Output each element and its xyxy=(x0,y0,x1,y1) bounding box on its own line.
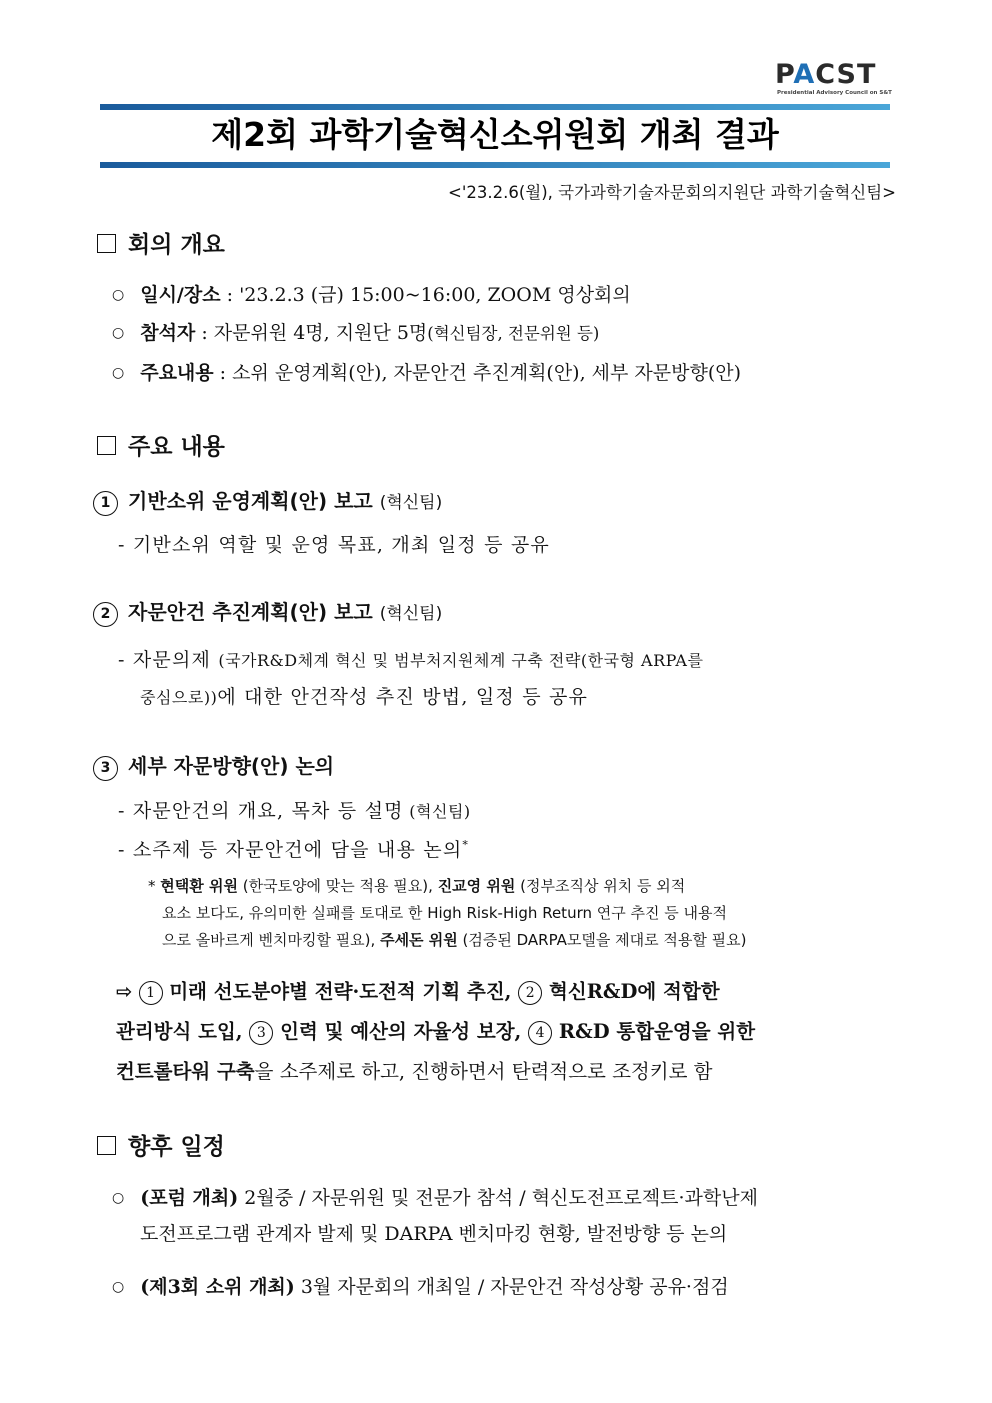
circled-number-icon: 2 xyxy=(93,602,118,627)
section-heading-schedule: 향후 일정 xyxy=(97,1128,225,1161)
subsection-1-line: - 기반소위 역할 및 운영 목표, 개최 일정 등 공유 xyxy=(118,534,550,556)
conclusion-line-2: 관리방식 도입, 3 인력 및 예산의 자율성 보장, 4 R&D 통합운영을 위한 xyxy=(116,1020,756,1043)
circled-number-icon: 1 xyxy=(139,981,163,1005)
section-heading-main-content: 주요 내용 xyxy=(97,428,225,461)
circled-number-icon: 1 xyxy=(93,491,118,516)
note-line-2: 요소 보다도, 유의미한 실패를 토대로 한 High Risk-High Return 연구 추진 등 내용적 xyxy=(162,904,727,922)
list-item-attendees: ○ 참석자 : 자문위원 4명, 지원단 5명(혁신팀장, 전문위원 등) xyxy=(112,322,600,344)
schedule-item-third-meeting: ○ (제3회 소위 개최) 3월 자문회의 개최일 / 자문안건 작성상황 공유·점검 xyxy=(112,1276,729,1298)
subsection-1-heading: 1 기반소위 운영계획(안) 보고 (혁신팀) xyxy=(93,485,442,516)
circled-number-icon: 3 xyxy=(249,1021,273,1045)
circled-number-icon: 2 xyxy=(518,981,542,1005)
note-line-3: 으로 올바르게 벤치마킹할 필요), 주세돈 위원 (검증된 DARPA모델을 제대로 적용할 필요) xyxy=(162,931,747,949)
circled-number-icon: 4 xyxy=(528,1021,552,1045)
subsection-3-line-2: - 소주제 등 자문안건에 담을 내용 논의* xyxy=(118,838,470,861)
subsection-2-line-1: - 자문의제 (국가R&D체계 혁신 및 범부처지원체계 구축 전략(한국형 ARPA를 xyxy=(118,649,704,671)
circle-bullet-icon: ○ xyxy=(112,1279,125,1295)
logo-subtitle: Presidential Advisory Council on S&T xyxy=(777,90,892,96)
header-top-bar xyxy=(100,104,890,110)
header-bottom-bar xyxy=(100,162,890,168)
checkbox-square-icon xyxy=(97,436,116,455)
conclusion-line-1: ⇨ 1 미래 선도분야별 전략·도전적 기획 추진, 2 혁신R&D에 적합한 xyxy=(116,980,720,1003)
conclusion-line-3: 컨트롤타워 구축을 소주제로 하고, 진행하면서 탄력적으로 조정키로 함 xyxy=(116,1060,713,1083)
circled-number-icon: 3 xyxy=(93,756,118,781)
circle-bullet-icon: ○ xyxy=(112,365,125,381)
subsection-2-heading: 2 자문안건 추진계획(안) 보고 (혁신팀) xyxy=(93,596,442,627)
subsection-2-line-2: 중심으로))에 대한 안건작성 추진 방법, 일정 등 공유 xyxy=(140,686,589,708)
circle-bullet-icon: ○ xyxy=(112,325,125,341)
advisor-comments-note xyxy=(148,873,898,954)
checkbox-square-icon xyxy=(97,234,116,253)
conclusion-block xyxy=(116,972,755,1092)
pacst-logo xyxy=(775,60,895,100)
schedule-item-forum-line-2: 도전프로그램 관계자 발제 및 DARPA 벤치마킹 현황, 발전방향 등 논의 xyxy=(140,1223,728,1245)
note-line-1: * 현택환 위원 (한국토양에 맞는 적용 필요), 진교영 위원 (정부조직상 위치 등 외적 xyxy=(148,877,686,895)
list-item-agenda: ○ 주요내용 : 소위 운영계획(안), 자문안건 추진계획(안), 세부 자문방향(안) xyxy=(112,362,742,384)
section-heading-overview: 회의 개요 xyxy=(97,226,225,259)
page-subtitle: <'23.2.6(월), 국가과학기술자문회의지원단 과학기술혁신팀> xyxy=(448,183,896,202)
circle-bullet-icon: ○ xyxy=(112,287,125,303)
arrow-right-icon: ⇨ xyxy=(116,980,133,1003)
schedule-item-forum: ○ (포럼 개최) 2월중 / 자문위원 및 전문가 참석 / 혁신도전프로젝트·과학난제 xyxy=(112,1187,758,1209)
list-item-datetime: ○ 일시/장소 : '23.2.3 (금) 15:00~16:00, ZOOM 영상회의 xyxy=(112,284,631,306)
checkbox-square-icon xyxy=(97,1136,116,1155)
subsection-3-line-1: - 자문안건의 개요, 목차 등 설명 (혁신팀) xyxy=(118,800,471,822)
logo-wordmark: PACST xyxy=(775,59,877,90)
page-title: 제2회 과학기술혁신소위원회 개최 결과 xyxy=(211,115,779,154)
circle-bullet-icon: ○ xyxy=(112,1190,125,1206)
subsection-3-heading: 3 세부 자문방향(안) 논의 xyxy=(93,750,334,781)
